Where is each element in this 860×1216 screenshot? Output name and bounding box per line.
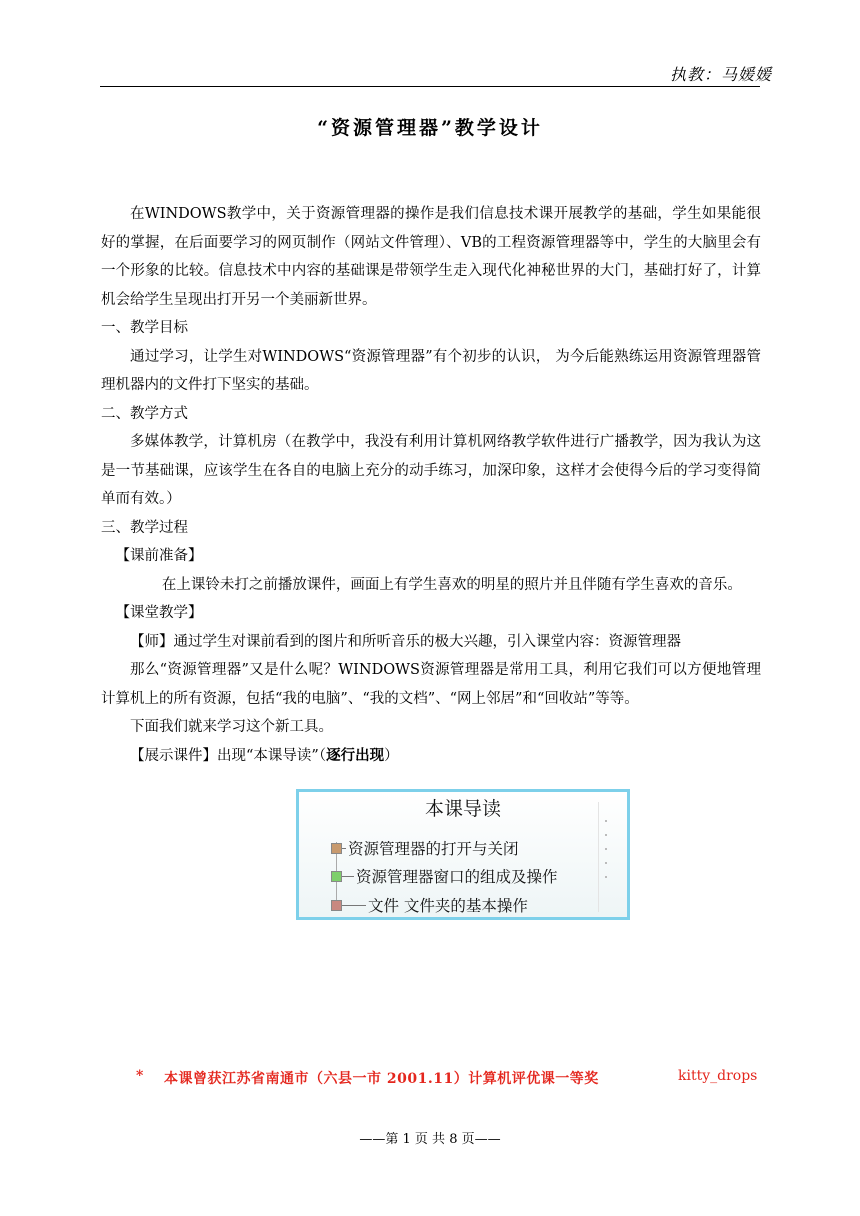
award-text: 本课曾获江苏省南通市（六县一市 2001.11）计算机评优课一等奖	[164, 1071, 599, 1087]
show-label: 【展示课件】	[130, 747, 217, 764]
author-line: 执教：马媛媛	[669, 65, 772, 84]
courseware-slide-image	[296, 789, 630, 920]
page-footer: ——第 1 页 共 8 页——	[359, 1132, 501, 1147]
teacher-label: 【师】	[130, 633, 174, 650]
bullet-square-icon	[331, 871, 342, 882]
courseware-item	[331, 837, 519, 859]
courseware-item-text: 文件 文件夹的基本操作	[368, 897, 528, 915]
courseware-item	[331, 894, 528, 916]
bullet-square-icon	[331, 843, 342, 854]
courseware-item-text: 资源管理器窗口的组成及操作	[356, 868, 558, 886]
section-heading-method: 二、教学方式	[101, 405, 188, 422]
next-paragraph: 下面我们就来学习这个新工具。	[130, 719, 333, 735]
teacher-text: 通过学生对课前看到的图片和所听音乐的极大兴趣，引入课堂内容：资源管理器	[173, 633, 681, 650]
show-paragraph	[101, 742, 761, 771]
intro-paragraph: 在WINDOWS教学中，关于资源管理器的操作是我们信息技术课开展教学的基础，学生如果能很好的掌握，在后面要学习的网页制作（网站文件管理）、VB的工程资源管理器等中，学生的大脑里会有一个形象的比较。信息技术中内容的基础课是带领学生走入现代化神秘世界的大门，基础打好了，计算机会给学生呈现出打开另一个美丽新世界。	[101, 206, 761, 308]
header-rule	[100, 86, 760, 87]
prep-paragraph: 在上课铃未打之前播放课件，画面上有学生喜欢的明星的照片并且伴随有学生喜欢的音乐。	[161, 576, 742, 593]
goals-paragraph: 通过学习，让学生对WINDOWS“资源管理器”有个初步的认识， 为今后能熟练运用资源管理器管理机器内的文件打下坚实的基础。	[101, 348, 761, 393]
method-paragraph: 多媒体教学，计算机房（在教学中，我没有利用计算机网络教学软件进行广播教学，因为我认为这是一节基础课，应该学生在各自的电脑上充分的动手练习，加深印象，这样才会使得今后的学习变得简单而有效。）	[101, 434, 761, 507]
prep-label: 【课前准备】	[115, 548, 203, 564]
courseware-title: 本课导读	[424, 798, 501, 820]
section-heading-process: 三、教学过程	[101, 519, 188, 536]
section-heading-goals: 一、教学目标	[101, 320, 188, 336]
award-signature: kitty_drops	[678, 1068, 758, 1084]
teacher-paragraph	[101, 628, 761, 657]
class-label: 【课堂教学】	[115, 605, 203, 621]
bullet-square-icon	[331, 900, 342, 911]
show-text: 出现“本课导读”（	[217, 747, 327, 764]
document-body	[101, 200, 761, 770]
award-note	[0, 1068, 860, 1088]
document-title: “资源管理器”教学设计	[317, 117, 543, 139]
courseware-item	[331, 865, 558, 887]
award-star: *	[136, 1068, 144, 1084]
courseware-item-text: 资源管理器的打开与关闭	[348, 840, 519, 858]
explorer-paragraph: 那么“资源管理器”又是什么呢？WINDOWS资源管理器是常用工具，利用它我们可以方便地管理计算机上的所有资源，包括“我的电脑”、“我的文档”、“网上邻居”和“回收站”等等。	[101, 662, 761, 707]
courseware-side-decoration	[598, 802, 617, 912]
show-end: ）	[384, 747, 399, 764]
show-strong: 逐行出现	[326, 746, 385, 764]
